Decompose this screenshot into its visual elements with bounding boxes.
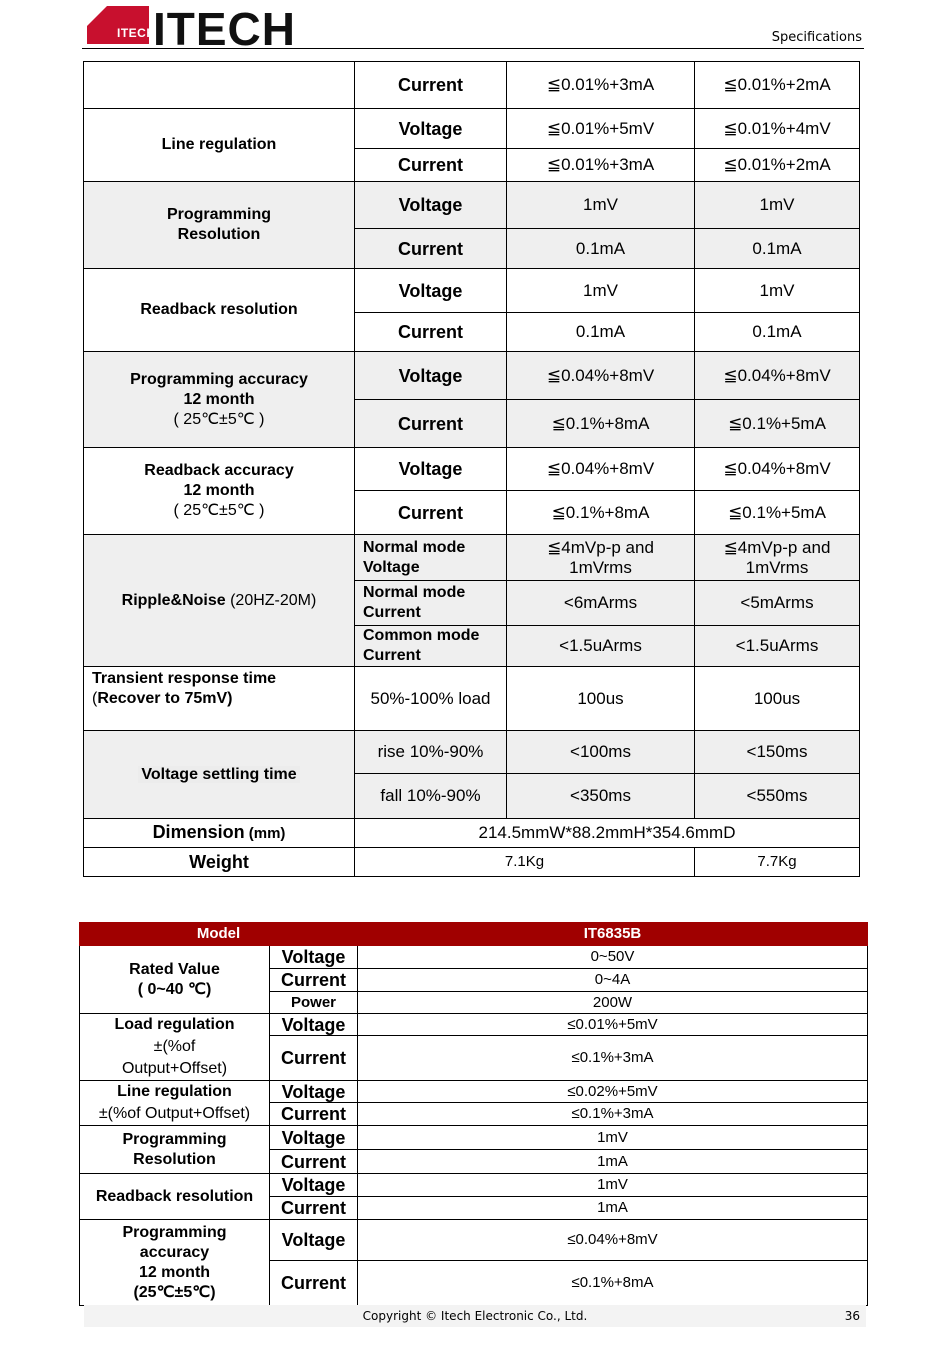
row-label: Readback resolution [84, 269, 355, 352]
param-sub: Voltage [270, 1014, 358, 1036]
param-sub: Current [355, 229, 507, 269]
logo-badge [87, 6, 156, 44]
param-sub: Voltage [270, 1126, 358, 1150]
spec-table-it6835b [79, 922, 868, 1306]
param-sub: fall 10%-90% [355, 774, 507, 819]
value-cell: ≦4mVp-p and 1mVrms [695, 535, 860, 581]
row-label: Transient response time (Recover to 75mV) [84, 667, 355, 731]
table-row [84, 62, 860, 109]
param-sub: Voltage [270, 1220, 358, 1261]
value-cell: 200W [358, 992, 868, 1014]
value-cell: ≦0.01%+4mV [695, 109, 860, 149]
row-label: Line regulation [84, 109, 355, 182]
logo-wordmark: ITECH [153, 3, 296, 55]
model-name-header: IT6835B [358, 923, 868, 946]
logo-small-text: ITECH [117, 26, 156, 40]
value-cell: ≤0.1%+3mA [358, 1103, 868, 1126]
param-sub: Current [355, 313, 507, 352]
param-sub: Voltage [270, 946, 358, 969]
value-cell: ≦4mVp-p and 1mVrms [507, 535, 695, 581]
row-label: Weight [84, 848, 355, 877]
value-cell: 1mA [358, 1150, 868, 1174]
param-sub: Current [355, 149, 507, 182]
param-sub: Current [270, 969, 358, 992]
value-cell: <550ms [695, 774, 860, 819]
value-cell: ≦0.1%+8mA [507, 491, 695, 535]
table-row [80, 1014, 868, 1036]
value-cell: <150ms [695, 731, 860, 774]
value-cell: ≤0.1%+8mA [358, 1261, 868, 1306]
param-sub: Current [355, 62, 507, 109]
spec-table-continued [83, 61, 860, 877]
table-row [84, 819, 860, 848]
row-label: Programming Resolution [84, 182, 355, 269]
table-row [84, 535, 860, 581]
param-sub: Voltage [355, 448, 507, 491]
table-row [84, 269, 860, 313]
param-sub: Normal mode Current [355, 581, 507, 626]
value-cell: ≦0.1%+8mA [507, 400, 695, 448]
value-cell: 1mV [358, 1174, 868, 1197]
row-label: Readback accuracy 12 month ( 25℃±5℃ ) [84, 448, 355, 535]
value-cell: ≦0.04%+8mV [507, 352, 695, 400]
param-sub: Voltage [270, 1081, 358, 1103]
value-cell: 100us [695, 667, 860, 731]
value-cell: 1mA [358, 1197, 868, 1220]
value-cell: 214.5mmW*88.2mmH*354.6mmD [355, 819, 860, 848]
value-cell: <350ms [507, 774, 695, 819]
page-footer [84, 1305, 866, 1327]
table-row [84, 667, 860, 731]
value-cell: ≤0.01%+5mV [358, 1014, 868, 1036]
param-sub: Current [355, 400, 507, 448]
table-row [80, 1126, 868, 1150]
row-label: Voltage settling time [84, 731, 355, 819]
param-sub: Current [355, 491, 507, 535]
table-row [84, 448, 860, 491]
row-label: Programming Resolution [80, 1126, 270, 1174]
param-sub: Current [270, 1036, 358, 1081]
value-cell: 0.1mA [507, 313, 695, 352]
row-label: Readback resolution [80, 1174, 270, 1220]
table-row [80, 1220, 868, 1261]
value-cell: ≤0.1%+3mA [358, 1036, 868, 1081]
param-sub: Current [270, 1197, 358, 1220]
value-cell: 0.1mA [695, 229, 860, 269]
section-title: Specifications [771, 30, 862, 45]
table-row [84, 182, 860, 229]
value-cell: 1mV [507, 269, 695, 313]
empty-cell [84, 62, 355, 109]
model-header: Model [80, 923, 358, 946]
value-cell: 7.1Kg [355, 848, 695, 877]
value-cell: 0.1mA [695, 313, 860, 352]
value-cell: <100ms [507, 731, 695, 774]
table-row [80, 1174, 868, 1197]
value-cell: 0~50V [358, 946, 868, 969]
value-cell: ≤0.02%+5mV [358, 1081, 868, 1103]
table-row [84, 848, 860, 877]
row-label: Line regulation ±(%of Output+Offset) [80, 1081, 270, 1126]
value-cell: ≦0.1%+5mA [695, 491, 860, 535]
row-label: Programming accuracy 12 month (25℃±5℃) [80, 1220, 270, 1306]
value-cell: <1.5uArms [695, 626, 860, 667]
value-cell: 1mV [507, 182, 695, 229]
row-label: Rated Value ( 0~40 ℃) [80, 946, 270, 1014]
param-sub: Voltage [270, 1174, 358, 1197]
value-cell: ≦0.01%+3mA [507, 62, 695, 109]
value-cell: <5mArms [695, 581, 860, 626]
param-sub: Normal mode Voltage [355, 535, 507, 581]
value-cell: ≦0.04%+8mV [695, 352, 860, 400]
value-cell: 1mV [358, 1126, 868, 1150]
row-label: Load regulation ±(%of Output+Offset) [80, 1014, 270, 1081]
param-sub: Current [270, 1150, 358, 1174]
param-sub: 50%-100% load [355, 667, 507, 731]
value-cell: ≤0.04%+8mV [358, 1220, 868, 1261]
page-number: 36 [844, 1309, 860, 1323]
value-cell: 100us [507, 667, 695, 731]
page-header [82, 0, 864, 55]
value-cell: ≦0.01%+2mA [695, 149, 860, 182]
value-cell: ≦0.01%+3mA [507, 149, 695, 182]
param-sub: Common mode Current [355, 626, 507, 667]
table-row [84, 731, 860, 774]
row-label: Ripple&Noise (20HZ-20M) [84, 535, 355, 667]
table-row [80, 946, 868, 969]
param-sub: Voltage [355, 269, 507, 313]
value-cell: ≦0.01%+2mA [695, 62, 860, 109]
value-cell: 1mV [695, 182, 860, 229]
table-header-row [80, 923, 868, 946]
value-cell: <6mArms [507, 581, 695, 626]
value-cell: ≦0.01%+5mV [507, 109, 695, 149]
row-label: Programming accuracy 12 month ( 25℃±5℃ ) [84, 352, 355, 448]
table-row [84, 352, 860, 400]
param-sub: Current [270, 1261, 358, 1306]
value-cell: 7.7Kg [695, 848, 860, 877]
value-cell: 0.1mA [507, 229, 695, 269]
param-sub: rise 10%-90% [355, 731, 507, 774]
value-cell: <1.5uArms [507, 626, 695, 667]
value-cell: ≦0.1%+5mA [695, 400, 860, 448]
param-sub: Voltage [355, 352, 507, 400]
copyright-text: Copyright © Itech Electronic Co., Ltd. [362, 1309, 588, 1323]
param-sub: Current [270, 1103, 358, 1126]
table-row [84, 109, 860, 149]
value-cell: ≦0.04%+8mV [695, 448, 860, 491]
row-label: Dimension (mm) [84, 819, 355, 848]
param-sub: Power [270, 992, 358, 1014]
value-cell: ≦0.04%+8mV [507, 448, 695, 491]
value-cell: 1mV [695, 269, 860, 313]
value-cell: 0~4A [358, 969, 868, 992]
param-sub: Voltage [355, 182, 507, 229]
table-row [80, 1081, 868, 1103]
param-sub: Voltage [355, 109, 507, 149]
